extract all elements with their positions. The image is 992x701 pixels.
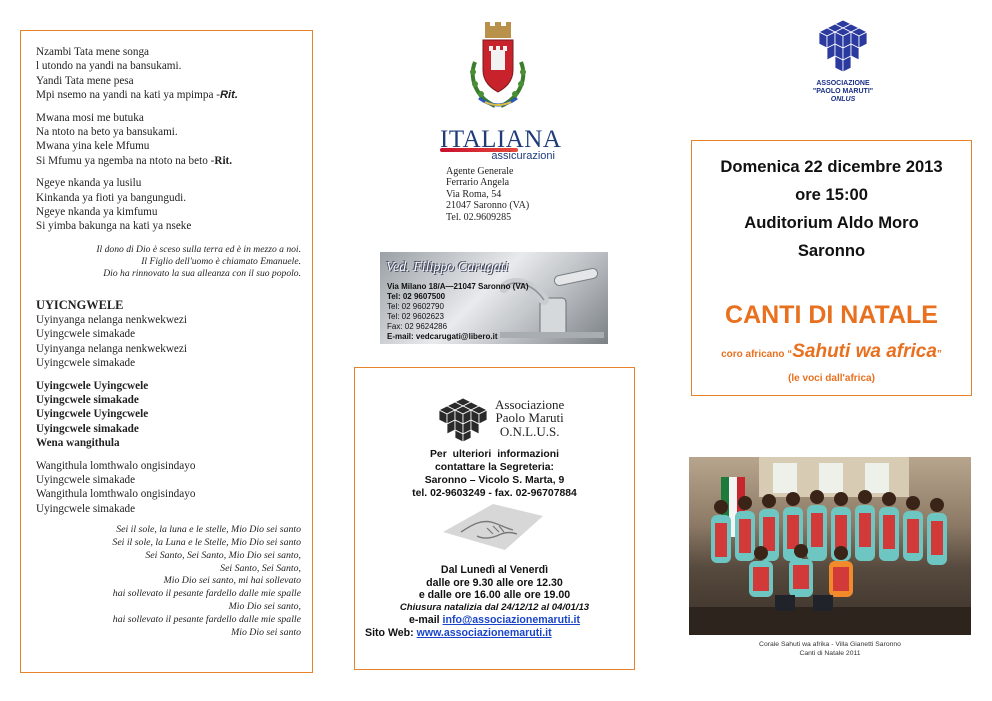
closure-notice: Chiusura natalizia dal 24/12/12 al 04/01/13 [399,601,590,613]
event-details [692,153,971,265]
association-name-line: O.N.L.U.S. [499,423,560,439]
agent-line: Via Roma, 54 [446,188,502,200]
maruti-label-line: "PAOLO MARUTI" [812,88,874,95]
lyric-line: Mpi nsemo na yandi na kati ya mpimpa - [36,89,220,102]
lyric-line: l utondo na yandi na bansukami. [36,60,182,73]
lyric-line: Wangithula lomthwalo ongisindayo [36,488,196,501]
translation-line: Mio Dio sei santo [231,626,301,638]
website-row [355,627,634,640]
lyric-line: Uyingcwele simakade [36,473,136,486]
lyric-line: Nzambi Tata mene songa [36,46,150,58]
translation-line: Mio Dio sei santo, mi hai sollevato [163,575,301,587]
lyric-line: Si Mfumu ya ngemba na ntoto na beto - [36,154,215,167]
association-name-line: Associazione [495,397,565,412]
stanza-4 [36,313,301,371]
carugati-advert [380,252,608,344]
choir-prefix: coro africano “ [721,349,793,360]
lyric-line: Mwana mosi me butuka [36,111,144,124]
contact-line: Per ulteriori informazioni [430,449,559,460]
lyric-line: Uyinyanga nelanga nenkwekwezi [36,313,187,326]
advert-line: E-mail: vedcarugati@libero.it [387,332,498,342]
cube-logo-icon [439,396,487,442]
caption-line: Canti di Natale 2011 [799,649,861,657]
lyric-line: Uyingcwele simakade [36,393,139,406]
refrain-marker: Rit. [214,154,233,167]
translation-line: Mio Dio sei santo, [228,600,301,612]
photo-caption [689,641,971,658]
opening-hours [355,564,634,640]
translation-line: Il dono di Dio è sceso sulla terra ed è in mezzo a noi. [96,243,301,255]
lyrics-text [36,45,301,657]
hours-line: Dal Lunedì al Venerdì [440,564,549,576]
email-row [355,614,634,627]
agent-address [446,166,529,223]
association-name [495,398,564,438]
song-title: UYICNGWELE [36,298,124,313]
lyric-line: Kinkanda ya fioti ya bangungudi. [36,191,187,204]
event-date: Domenica 22 dicembre 2013 [720,157,943,176]
handshake-icon [443,502,543,552]
choir-line [692,341,971,363]
lyric-line: Wena wangithula [36,437,120,450]
refrain-marker: Rit. [219,89,238,102]
advert-line: Via Milano 18/A—21047 Saronno (VA) [387,282,529,291]
city-crest-icon [465,22,531,110]
brand-sub: assicurazioni [491,150,555,162]
stanza-1 [36,45,301,103]
agent-line: Agente Generale [446,166,514,177]
lyric-line: Si yimba bakunga na kati ya nseke [36,220,192,233]
advert-line: Tel: 02 9602623 [387,312,444,322]
contact-line: contattare la Segreteria: [435,462,554,473]
translation-line: Dio ha rinnovato la sua alleanza con il suo popolo. [103,268,301,280]
agent-line: Tel. 02.9609285 [446,211,512,223]
event-venue: Auditorium Aldo Moro [744,213,919,232]
lyric-line: Na ntoto na beto ya bansukami. [36,126,178,139]
lyric-line: Yandi Tata mene pesa [36,74,134,87]
event-title: CANTI DI NATALE [725,301,938,329]
translation-line: hai sollevato il pesante fardello dalle mie spalle [112,588,301,600]
contact-line: tel. 02-9603249 - fax. 02-96707884 [412,488,577,499]
maruti-label [800,80,886,104]
choir-photo [689,457,971,635]
lyric-line: Uyinyanga nelanga nenkwekwezi [36,342,187,355]
advert-info [387,282,529,343]
maruti-label-line: ONLUS [830,96,856,103]
hours-line: e dalle ore 16.00 alle ore 19.00 [418,589,571,602]
event-city: Saronno [797,241,866,260]
translation-line: Sei Santo, Sei Santo, [220,562,301,574]
event-panel [691,140,972,396]
lyric-line: Uyingcwele simakade [36,502,136,515]
contact-line: Saronno – Vicolo S. Marta, 9 [424,475,565,486]
agent-line: 21047 Saronno (VA) [446,200,530,212]
caption-line: Corale Sahuti wa afrika - Villa Gianetti Saronno [759,641,901,648]
advert-name: Ved. Filippo Carugati [386,260,509,275]
italian-translation-1 [36,244,301,281]
translation-line: Sei il sole, la luna e le stelle, Mio Dio sei santo [116,524,301,536]
advert-line: Tel: 02 9607500 [387,292,446,302]
lyric-line: Uyingcwele simakade [36,328,136,341]
choir-name: Sahuti wa africa [792,341,937,362]
translation-line: Il Figlio dell'uomo è chiamato Emanuele. [141,256,301,268]
event-subtitle: (le voci dall'africa) [788,373,875,384]
maruti-logo [800,18,886,108]
lyric-line: Uyingcwele simakade [36,422,139,435]
stanza-3 [36,176,301,234]
lyric-line: Mwana yina kele Mfumu [36,140,150,153]
association-panel [354,367,635,670]
translation-line: hai sollevato il pesante fardello dalle mie spalle [112,613,301,625]
stanza-6 [36,459,301,517]
website-link[interactable]: www.associazionemaruti.it [416,626,552,639]
hours-line: dalle ore 9.30 alle ore 12.30 [426,576,563,589]
lyric-line: Uyingcwele Uyingcwele [36,408,149,421]
website-label: Sito Web: [365,626,414,639]
stanza-2 [36,111,301,169]
stanza-5 [36,379,301,451]
association-name-line: Paolo Maruti [495,410,564,426]
email-link[interactable]: info@associazionemaruti.it [442,614,581,627]
translation-line: Sei Santo, Sei Santo, Mio Dio sei santo, [145,549,301,561]
maruti-label-line: ASSOCIAZIONE [816,80,870,87]
lyric-line: Wangithula lomthwalo ongisindayo [36,459,196,472]
translation-line: Sei il sole, la Luna e le Stelle, Mio Dio sei santo [112,536,301,548]
choir-suffix: ” [936,349,942,360]
lyric-line: Uyingcwele Uyingcwele [36,379,149,392]
contact-info [355,448,634,500]
advert-line: Fax: 02 9624286 [387,322,448,332]
lyric-line: Ngeye nkanda ya lusilu [36,177,142,190]
email-label: e-mail [408,614,440,627]
maruti-cube-icon [819,18,867,76]
agent-line: Ferrario Angela [446,177,510,189]
event-time: ore 15:00 [795,185,868,204]
italian-translation-2 [36,524,301,639]
choir-photo-image [689,457,971,635]
lyric-line: Ngeye nkanda ya kimfumu [36,206,158,219]
advert-line: Tel: 02 9602790 [387,302,444,312]
brand-name: ITALIANA [440,126,562,153]
lyric-line: Uyingcwele simakade [36,357,136,370]
lyrics-panel [20,30,313,673]
italiana-logo [440,126,562,162]
